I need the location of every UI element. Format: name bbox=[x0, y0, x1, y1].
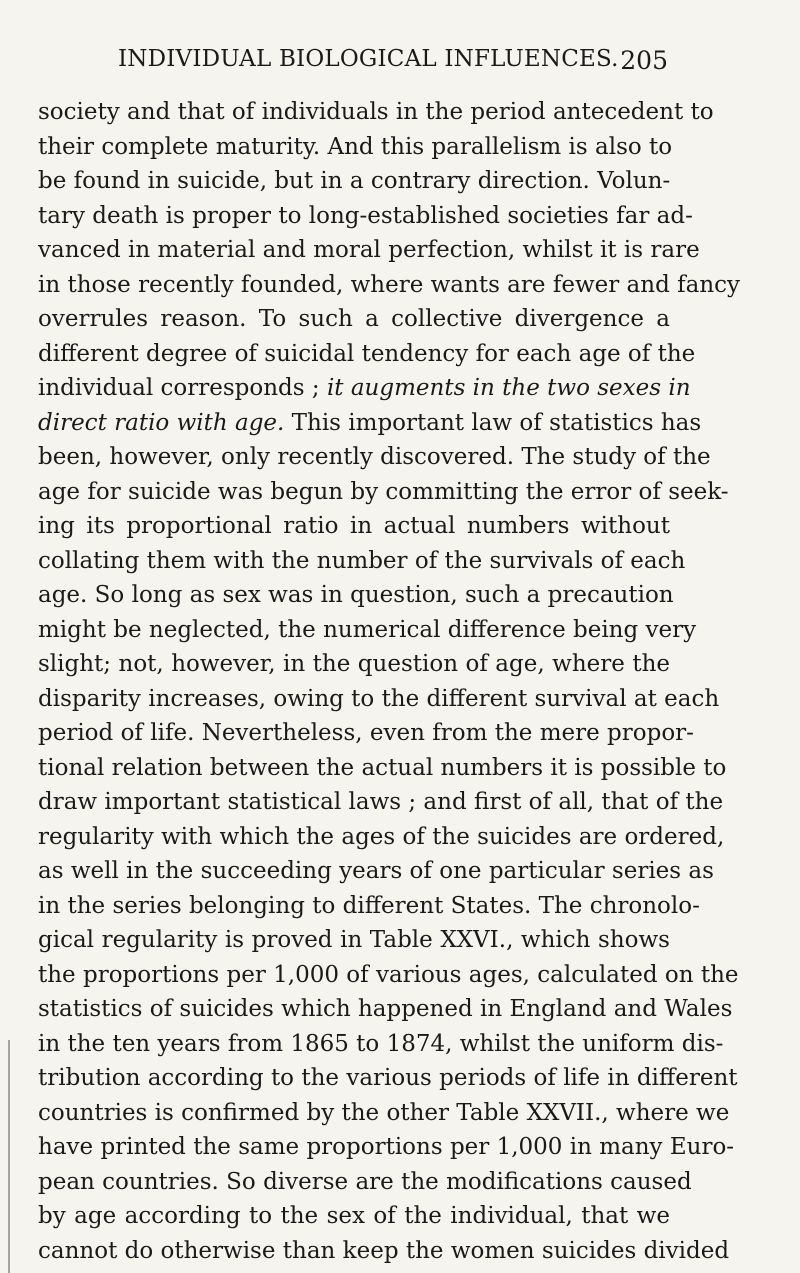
text-line: collating them with the number of the survivals of each bbox=[38, 547, 686, 574]
text-line-with-italic bbox=[38, 406, 702, 441]
text-line: disparity increases, owing to the different survival at each bbox=[38, 685, 720, 712]
text-line: tional relation between the actual numbers it is possible to bbox=[38, 754, 727, 781]
text-line: period of life. Nevertheless, even from the mere propor- bbox=[38, 720, 694, 746]
italic-run: direct ratio with age. bbox=[38, 409, 285, 436]
text-line: might be neglected, the numerical difference being very bbox=[38, 616, 697, 643]
body-text bbox=[38, 95, 741, 1268]
binding-edge-mark bbox=[8, 1040, 10, 1273]
text-line: in the series belonging to different States. The chronolo- bbox=[38, 892, 700, 919]
text-line: ing its proportional ratio in actual numbers without bbox=[38, 513, 670, 539]
italic-run: it augments in the two sexes in bbox=[326, 375, 691, 401]
text-line: gical regularity is proved in Table XXVI., which shows bbox=[38, 927, 670, 953]
text-line: different degree of suicidal tendency for each age of the bbox=[38, 340, 696, 367]
text-line: as well in the succeeding years of one particular series as bbox=[38, 858, 714, 884]
text-line: vanced in material and moral perfection, whilst it is rare bbox=[38, 237, 700, 263]
text-line: countries is confirmed by the other Table XXVII., where we bbox=[38, 1099, 730, 1126]
page-number: 205 bbox=[620, 46, 668, 75]
text-line: their complete maturity. And this parallelism is also to bbox=[38, 133, 673, 160]
text-line-with-italic bbox=[38, 371, 691, 406]
text-line: society and that of individuals in the period antecedent to bbox=[38, 99, 714, 125]
text-line: tribution according to the various periods of life in different bbox=[38, 1065, 738, 1091]
text-line: age. So long as sex was in question, such a precaution bbox=[38, 582, 674, 608]
text-line: be found in suicide, but in a contrary direction. Volun- bbox=[38, 168, 671, 194]
text-line: statistics of suicides which happened in England and Wales bbox=[38, 996, 733, 1022]
text-line: overrules reason. To such a collective divergence a bbox=[38, 306, 670, 332]
text-line: by age according to the sex of the individual, that we bbox=[38, 1203, 670, 1229]
text-run: This important law of statistics has bbox=[284, 409, 702, 436]
text-line: been, however, only recently discovered. The study of the bbox=[38, 444, 711, 470]
text-line: have printed the same proportions per 1,000 in many Euro- bbox=[38, 1134, 735, 1160]
text-line: draw important statistical laws ; and first of all, that of the bbox=[38, 789, 724, 815]
text-line: tary death is proper to long-established societies far ad- bbox=[38, 202, 693, 229]
text-line: the proportions per 1,000 of various ages, calculated on the bbox=[38, 961, 739, 988]
text-line: regularity with which the ages of the suicides are ordered, bbox=[38, 823, 725, 850]
running-title: INDIVIDUAL BIOLOGICAL INFLUENCES. bbox=[118, 46, 619, 72]
text-run: individual corresponds ; bbox=[38, 375, 327, 401]
text-line: in the ten years from 1865 to 1874, whilst the uniform dis- bbox=[38, 1030, 724, 1057]
running-head bbox=[112, 46, 668, 80]
text-line: age for suicide was begun by committing the error of seek- bbox=[38, 478, 729, 505]
text-line: cannot do otherwise than keep the women suicides divided bbox=[38, 1237, 730, 1264]
text-line: slight; not, however, in the question of age, where the bbox=[38, 651, 670, 677]
text-line: pean countries. So diverse are the modifications caused bbox=[38, 1168, 692, 1195]
text-line: in those recently founded, where wants are fewer and fancy bbox=[38, 271, 741, 298]
